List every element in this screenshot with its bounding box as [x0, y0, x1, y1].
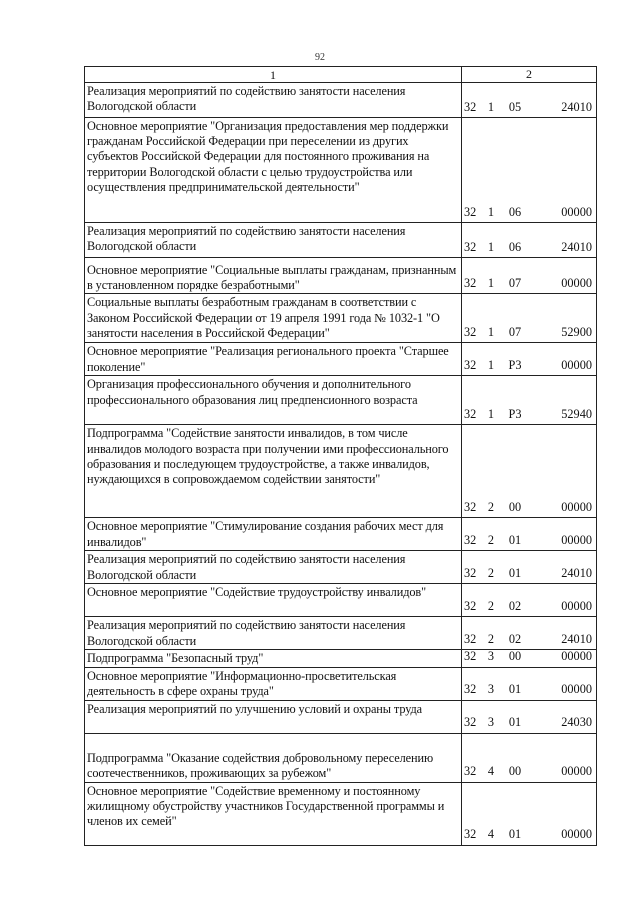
measure-code: Р3	[508, 358, 522, 373]
expense-direction-code: 00000	[561, 533, 592, 548]
budget-code	[464, 325, 592, 340]
row-name-cell: Основное мероприятие "Информационно-просветительская деятельность в сфере охраны труда"	[85, 667, 462, 700]
table-row	[85, 617, 597, 650]
row-name-cell: Подпрограмма "Безопасный труд"	[85, 650, 462, 667]
budget-code	[464, 715, 592, 730]
table-row	[85, 700, 597, 733]
expense-direction-code: 00000	[561, 500, 592, 515]
program-code: 32	[464, 715, 477, 730]
measure-code: 00	[508, 764, 522, 779]
row-name-cell: Основное мероприятие "Стимулирование создания рабочих мест для инвалидов"	[85, 518, 462, 551]
table-body	[85, 83, 597, 846]
table-row	[85, 667, 597, 700]
row-code-cell	[462, 584, 597, 617]
expense-direction-code: 00000	[561, 827, 592, 842]
measure-code: 02	[508, 599, 522, 614]
row-name-cell: Реализация мероприятий по содействию занятости населения Вологодской области	[85, 223, 462, 258]
measure-code: 00	[508, 500, 522, 515]
subprogram-code: 1	[487, 407, 495, 422]
row-name-cell: Основное мероприятие "Организация предоставления мер поддержки гражданам Российской Федерации при переселении из других субъектов Российской Федерации для постоянного проживания на территории Вологодской области с целью трудоустройства или осуществления предпринимательской деятельности"	[85, 118, 462, 223]
program-code: 32	[464, 325, 477, 340]
table-row	[85, 258, 597, 294]
budget-code	[464, 764, 592, 779]
program-code: 32	[464, 649, 477, 664]
expense-direction-code: 00000	[561, 204, 592, 219]
row-code-cell	[462, 733, 597, 782]
budget-code	[464, 566, 592, 581]
program-code: 32	[464, 682, 477, 697]
table-row	[85, 584, 597, 617]
row-code-cell	[462, 617, 597, 650]
program-code: 32	[464, 407, 477, 422]
expense-direction-code: 24010	[561, 566, 592, 581]
row-name-cell: Реализация мероприятий по улучшению условий и охраны труда	[85, 700, 462, 733]
subprogram-code: 3	[487, 682, 495, 697]
program-code: 32	[464, 239, 477, 254]
budget-code	[464, 205, 592, 220]
budget-code	[464, 682, 592, 697]
measure-code: 01	[508, 827, 522, 842]
expense-direction-code: 00000	[561, 276, 592, 291]
row-code-cell	[462, 700, 597, 733]
row-name-cell: Подпрограмма "Содействие занятости инвалидов, в том числе инвалидов молодого возраста при получении ими профессионального образования и последующем трудоустройстве, а также инвалидов, нуждающихся в сопровождаемом содействии занятости"	[85, 425, 462, 518]
subprogram-code: 2	[487, 632, 495, 647]
program-code: 32	[464, 99, 477, 114]
table-row	[85, 223, 597, 258]
row-code-cell	[462, 294, 597, 343]
budget-code	[464, 407, 592, 422]
budget-code	[464, 240, 592, 255]
expense-direction-code: 24010	[561, 99, 592, 114]
expense-direction-code: 24030	[561, 715, 592, 730]
row-name-cell: Основное мероприятие "Содействие временному и постоянному жилищному обустройству участников Государственной программы и членов их семей"	[85, 782, 462, 845]
expense-direction-code: 00000	[561, 764, 592, 779]
program-code: 32	[464, 500, 477, 515]
subprogram-code: 2	[487, 566, 495, 581]
measure-code: 02	[508, 632, 522, 647]
budget-code	[464, 599, 592, 614]
measure-code: 06	[508, 204, 522, 219]
measure-code: 06	[508, 239, 522, 254]
measure-code: Р3	[508, 407, 522, 422]
table-row	[85, 83, 597, 118]
table-header-row	[85, 67, 597, 83]
header-column-2: 2	[462, 67, 597, 83]
subprogram-code: 1	[487, 358, 495, 373]
expense-direction-code: 00000	[561, 599, 592, 614]
row-code-cell	[462, 258, 597, 294]
budget-code	[464, 827, 592, 842]
expense-direction-code: 24010	[561, 239, 592, 254]
subprogram-code: 1	[487, 99, 495, 114]
table-row	[85, 650, 597, 667]
row-name-cell: Реализация мероприятий по содействию занятости населения Вологодской области	[85, 83, 462, 118]
budget-code	[464, 649, 592, 664]
budget-code	[464, 632, 592, 647]
budget-code	[464, 500, 592, 515]
program-code: 32	[464, 764, 477, 779]
table-row	[85, 294, 597, 343]
table-row	[85, 343, 597, 376]
subprogram-code: 1	[487, 239, 495, 254]
table-row	[85, 733, 597, 782]
program-code: 32	[464, 358, 477, 373]
row-name-cell: Основное мероприятие "Содействие трудоустройству инвалидов"	[85, 584, 462, 617]
expense-direction-code: 52940	[561, 407, 592, 422]
budget-code	[464, 533, 592, 548]
table-row	[85, 551, 597, 584]
page-number: 92	[315, 52, 325, 63]
row-code-cell	[462, 83, 597, 118]
subprogram-code: 4	[487, 764, 495, 779]
subprogram-code: 2	[487, 533, 495, 548]
row-code-cell	[462, 343, 597, 376]
budget-code	[464, 276, 592, 291]
subprogram-code: 1	[487, 276, 495, 291]
budget-classification-table	[84, 66, 597, 846]
measure-code: 00	[508, 649, 522, 664]
row-code-cell	[462, 551, 597, 584]
program-code: 32	[464, 204, 477, 219]
program-code: 32	[464, 827, 477, 842]
program-code: 32	[464, 566, 477, 581]
row-code-cell	[462, 376, 597, 425]
measure-code: 01	[508, 533, 522, 548]
expense-direction-code: 24010	[561, 632, 592, 647]
program-code: 32	[464, 599, 477, 614]
row-name-cell: Социальные выплаты безработным гражданам в соответствии с Законом Российской Федерации от 19 апреля 1991 года № 1032-1 "О занятости населения в Российской Федерации"	[85, 294, 462, 343]
program-code: 32	[464, 632, 477, 647]
table-row	[85, 782, 597, 845]
measure-code: 01	[508, 566, 522, 581]
row-name-cell: Реализация мероприятий по содействию занятости населения Вологодской области	[85, 551, 462, 584]
expense-direction-code: 00000	[561, 649, 592, 664]
measure-code: 07	[508, 276, 522, 291]
row-name-cell: Основное мероприятие "Социальные выплаты гражданам, признанным в установленном порядке безработными"	[85, 258, 462, 294]
program-code: 32	[464, 276, 477, 291]
expense-direction-code: 52900	[561, 325, 592, 340]
subprogram-code: 2	[487, 500, 495, 515]
subprogram-code: 4	[487, 827, 495, 842]
subprogram-code: 3	[487, 715, 495, 730]
row-code-cell	[462, 650, 597, 667]
subprogram-code: 3	[487, 649, 495, 664]
measure-code: 05	[508, 99, 522, 114]
table-row	[85, 118, 597, 223]
program-code: 32	[464, 533, 477, 548]
header-column-1: 1	[85, 67, 462, 83]
row-name-cell: Реализация мероприятий по содействию занятости населения Вологодской области	[85, 617, 462, 650]
subprogram-code: 1	[487, 325, 495, 340]
expense-direction-code: 00000	[561, 682, 592, 697]
row-name-cell: Подпрограмма "Оказание содействия добровольному переселению соотечественников, проживающих за рубежом"	[85, 733, 462, 782]
row-code-cell	[462, 223, 597, 258]
budget-code	[464, 358, 592, 373]
table-row	[85, 425, 597, 518]
row-name-cell: Организация профессионального обучения и дополнительного профессионального образования лиц предпенсионного возраста	[85, 376, 462, 425]
subprogram-code: 2	[487, 599, 495, 614]
row-name-cell: Основное мероприятие "Реализация регионального проекта "Старшее поколение"	[85, 343, 462, 376]
row-code-cell	[462, 667, 597, 700]
row-code-cell	[462, 425, 597, 518]
row-code-cell	[462, 782, 597, 845]
row-code-cell	[462, 118, 597, 223]
measure-code: 07	[508, 325, 522, 340]
row-code-cell	[462, 518, 597, 551]
measure-code: 01	[508, 715, 522, 730]
expense-direction-code: 00000	[561, 358, 592, 373]
budget-code	[464, 100, 592, 115]
table-row	[85, 376, 597, 425]
table-row	[85, 518, 597, 551]
subprogram-code: 1	[487, 204, 495, 219]
measure-code: 01	[508, 682, 522, 697]
